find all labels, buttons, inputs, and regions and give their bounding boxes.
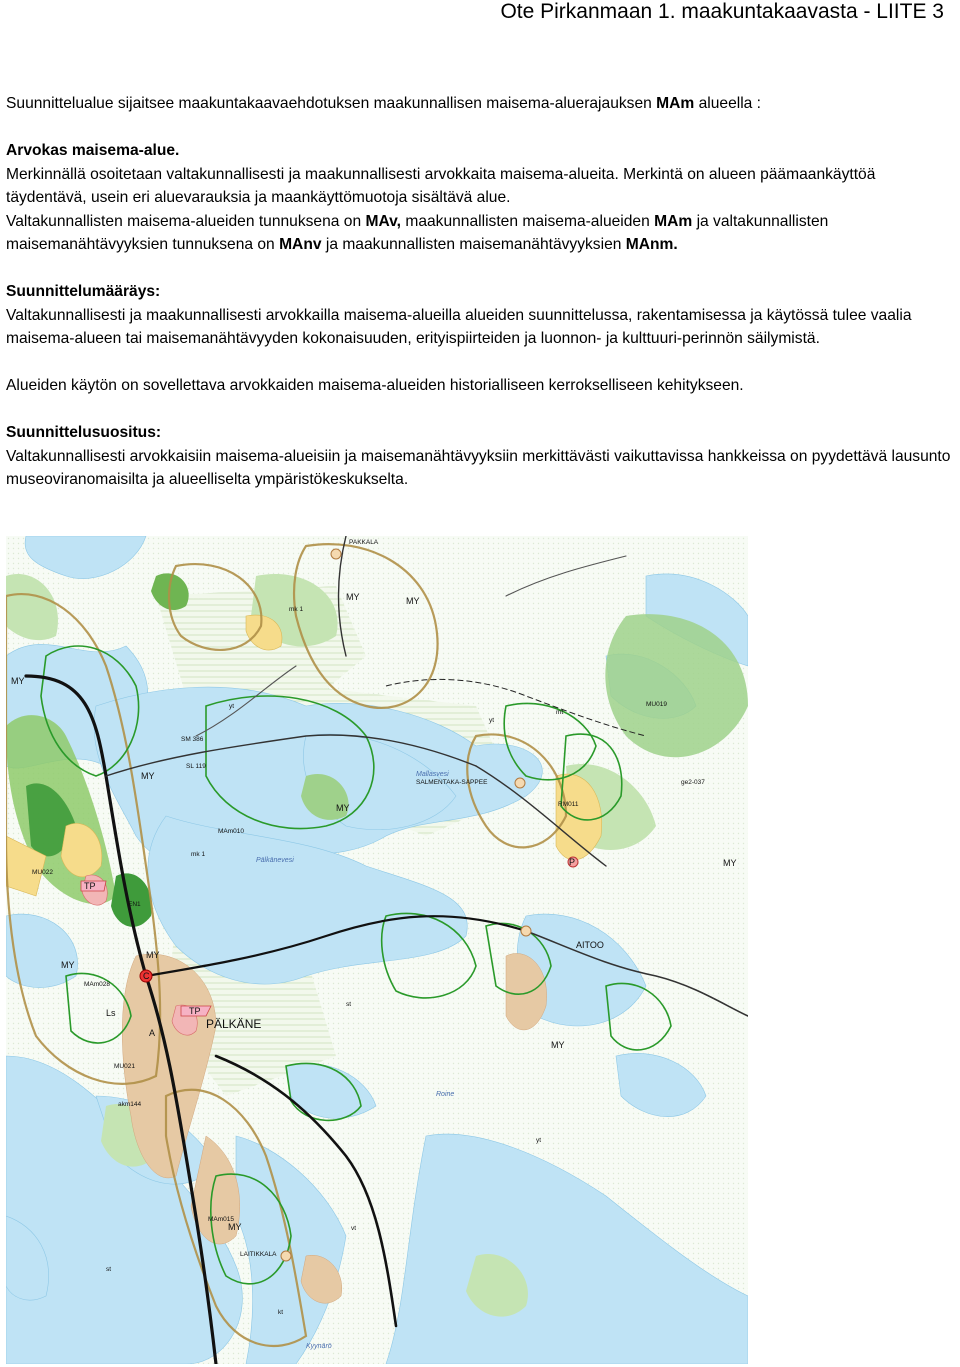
label-my-6: MY [61,960,75,970]
label-akm144: akm144 [118,1101,142,1108]
label-mam028: MAm028 [84,981,111,988]
label-c: C [143,971,150,981]
label-ls: Ls [106,1008,116,1018]
label-my-10: MY [723,858,737,868]
label-my-9: MY [228,1222,242,1232]
label-yt-3: yt [536,1137,542,1144]
label-mk1-b: mk 1 [191,851,206,858]
label-my-4: MY [141,771,155,781]
map-svg [6,536,748,1364]
section2-paragraph-1: Valtakunnallisesti ja maakunnallisesti arvokkailla maisema-alueilla alueiden suunnittelussa, rakentamisessa ja käytössä tulee vaalia maisema-alueen tai maisemanähtävyyden kokonaisuuden, erityispiirteiden ja luonnon- ja kulttuuri-perinnön säilymistä. [6,306,912,347]
label-rm011: RM011 [558,801,579,808]
label-mam015: MAm015 [208,1216,235,1223]
label-tp-b: TP [84,881,96,891]
section2-paragraph-2: Alueiden käytön on sovellettava arvokkaiden maisema-alueiden historialliseen kerrokselliseen kehitykseen. [6,377,744,394]
label-my-3: MY [11,676,25,686]
label-my-8: MY [551,1040,565,1050]
label-roine: Roine [436,1091,455,1098]
label-yt-2: yt [489,717,495,724]
label-sm386: SM 386 [181,736,204,743]
label-palkane: PÄLKÄNE [206,1017,262,1031]
section-title-suunnittelusuositus: Suunnittelusuositus: [6,424,162,441]
label-my-5: MY [336,803,350,813]
label-laitikkala: LAITIKKALA [240,1251,277,1258]
regional-plan-map [6,536,748,1364]
label-kt: kt [278,1309,284,1316]
section-title-suunnittelumaarays: Suunnittelumääräys: [6,283,161,300]
label-a: A [149,1028,156,1038]
label-vt: vt [351,1225,357,1232]
label-my-7: MY [146,950,160,960]
label-sl119: SL 119 [186,763,206,770]
section1-paragraph-2: Valtakunnallisten maisema-alueiden tunnuksena on MAv, maakunnallisten maisema-alueiden MAm ja valtakunnallisten maisemanähtävyyksien tunnuksena on MAnv ja maakunnallisten maisemanähtävyyksien MAnm. [6,212,829,253]
section1-paragraph-1: Merkinnällä osoitetaan valtakunnallisesti ja maakunnallisesti arvokkaita maisema-alueita. Merkintä on alueen päämaankäyttöä täydentävä, usein eri aluevarauksia ja maankäyttömuotoja sisältävä alue. [6,165,876,206]
label-yt-1: yt [229,703,235,710]
section3-paragraph-1: Valtakunnallisesti arvokkaisiin maisema-alueisiin ja maisemanähtävyyksiin merkittävästi vaikuttavissa hankkeissa on pyydettävä lausunto museoviranomaisilta ja alueelliselta ympäristökeskukselta. [6,447,951,488]
label-mu022: MU022 [32,869,53,876]
label-mk1: mk 1 [289,606,304,613]
label-aitoo: AITOO [576,940,604,950]
intro-paragraph: Suunnittelualue sijaitsee maakuntakaavaehdotuksen maakunnallisen maisema-aluerajauksen MAm alueella : [6,95,762,112]
label-mu021: MU021 [114,1063,135,1070]
label-palkanevesi: Pälkänevesi [256,857,294,864]
label-st-b: st [106,1266,112,1273]
label-mam010: MAm010 [218,828,245,835]
label-mu019: MU019 [646,701,667,708]
section-title-arvokas: Arvokas maisema-alue. [6,142,180,159]
label-ge2037: ge2-037 [681,779,705,786]
page-header-title: Ote Pirkanmaan 1. maakuntakaavasta - LIITE 3 [500,0,944,23]
label-p: P [569,857,576,867]
label-tp: TP [189,1006,201,1016]
label-pakkala: PAKKALA [349,539,379,546]
label-kyynaro: Kyynärö [306,1343,332,1350]
document-body [6,92,954,492]
label-my-1: MY [346,592,360,602]
label-st: st [346,1001,352,1008]
label-my-2: MY [406,596,420,606]
label-mallasvesi: Mallasvesi [416,771,449,778]
label-salmentaka: SALMENTAKA-SAPPEE [416,779,488,786]
label-en1: EN1 [128,901,141,908]
label-mt: mt [556,709,564,716]
